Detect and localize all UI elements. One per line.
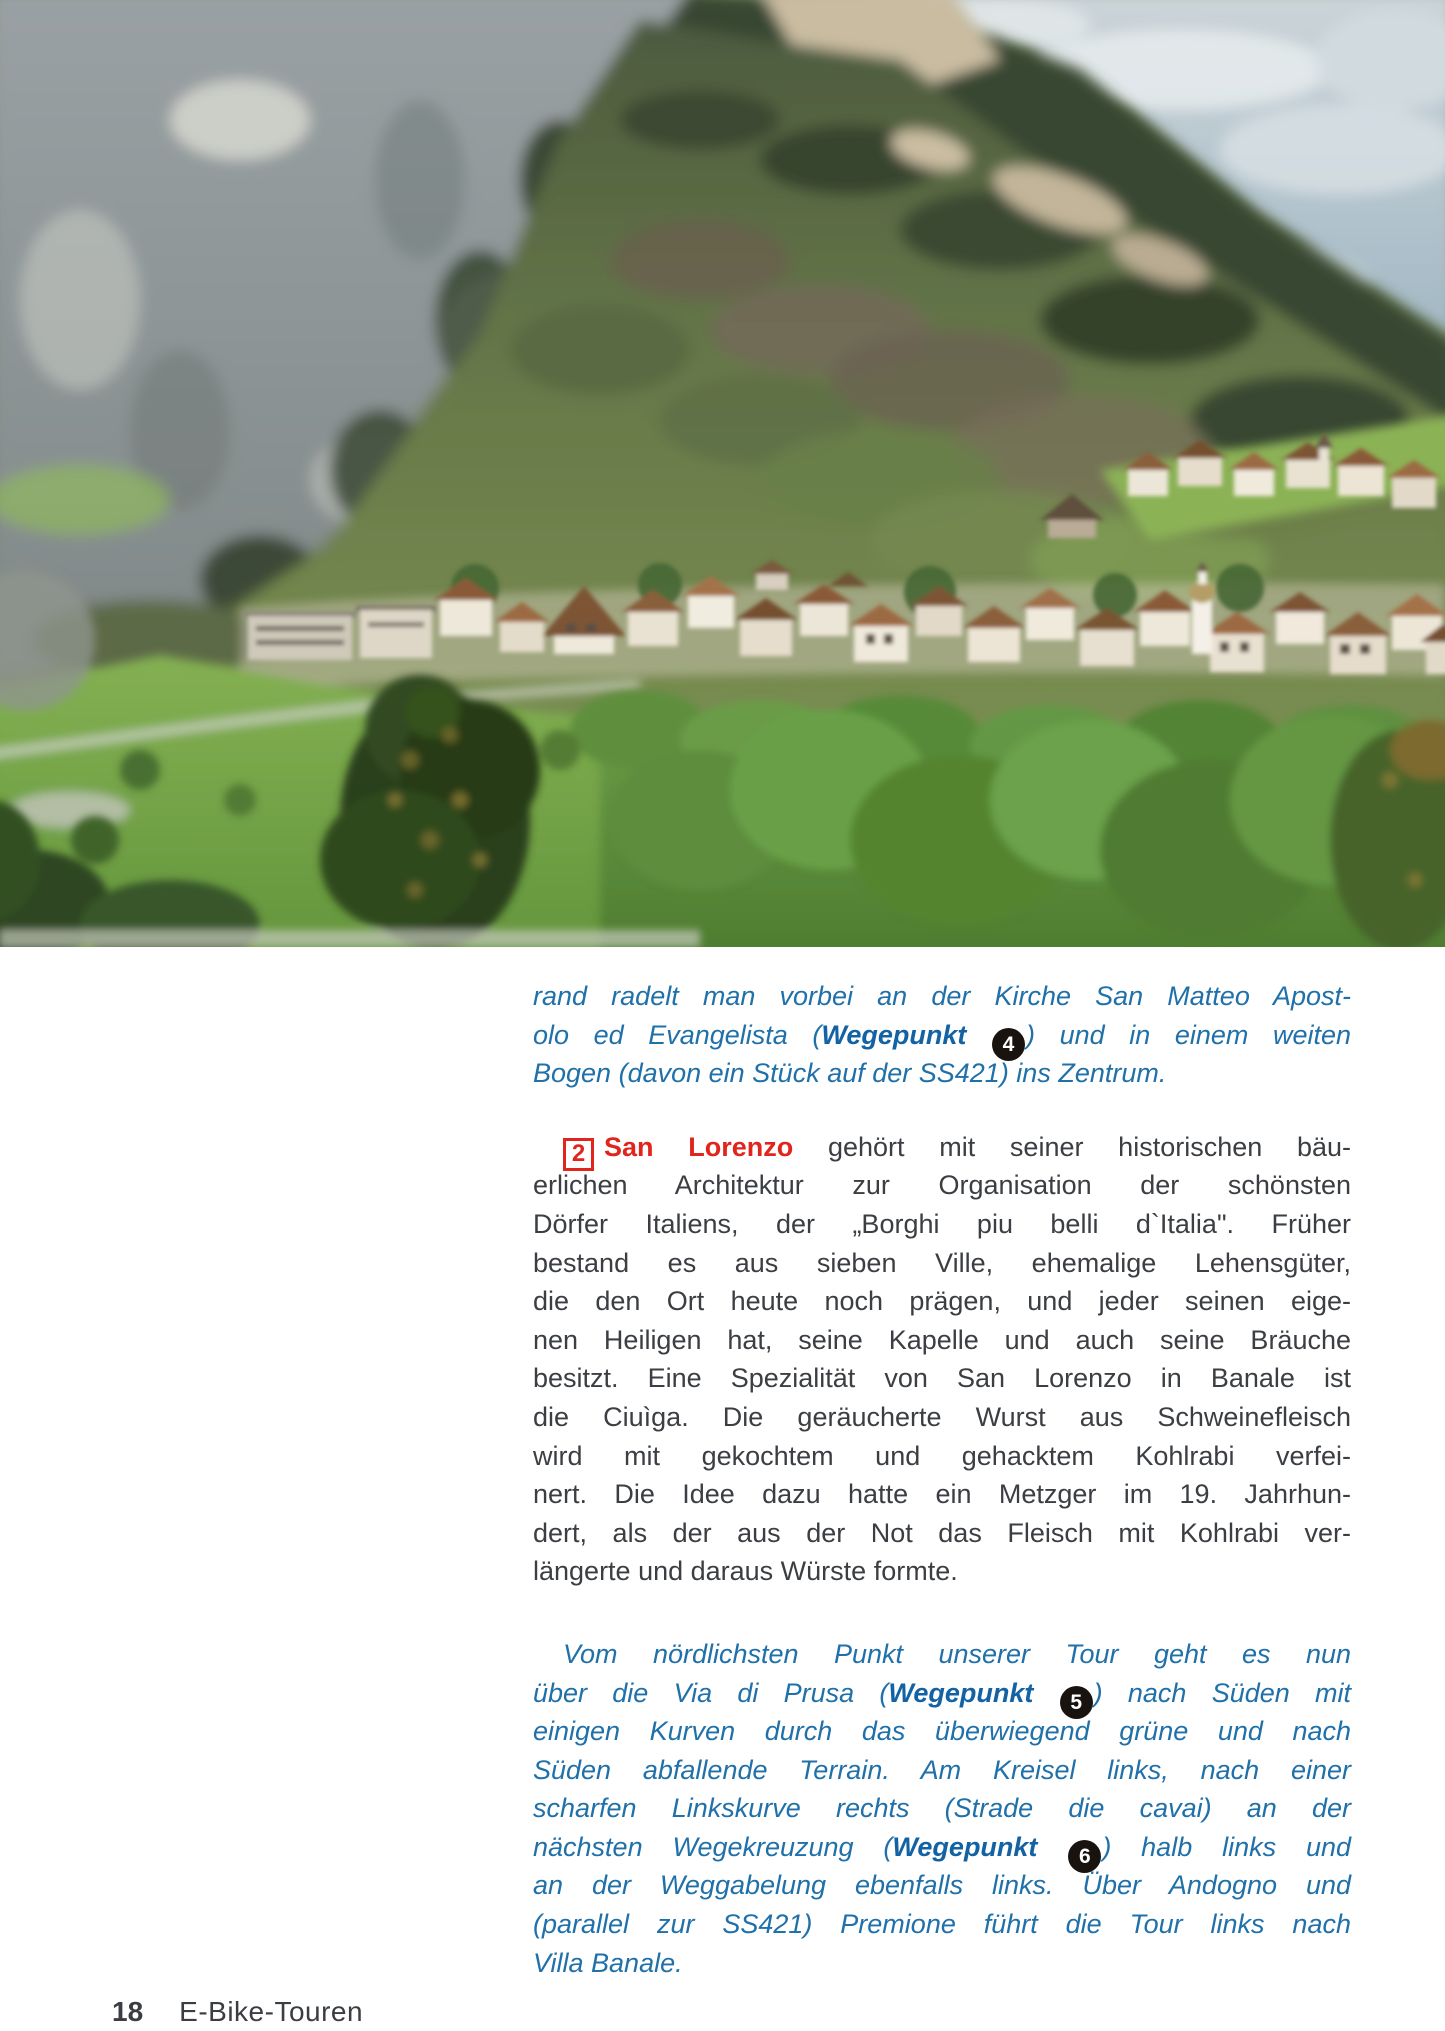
text-segment: Bogen (davon ein Stück auf der SS421) ins Zentrum.: [533, 1058, 1167, 1089]
text-segment: wird mit gekochtem und gehacktem Kohlrabi verfei-: [533, 1440, 1351, 1471]
text-segment: Dörfer Italiens, der „Borghi piu belli d`Italia". Früher: [533, 1208, 1351, 1239]
text-segment: [1033, 1678, 1058, 1708]
text-segment: (parallel zur SS421) Premione führt die Tour links nach: [533, 1909, 1351, 1940]
text-line: [533, 1635, 1351, 1674]
text-segment: olo ed Evangelista (: [533, 1019, 822, 1050]
poi-2-number-box: 2: [563, 1138, 594, 1171]
route-directions-paragraph: [533, 1635, 1351, 1982]
text-segment: längerte und daraus Würste formte.: [533, 1556, 958, 1587]
text-line: [533, 1552, 1351, 1591]
text-segment: einigen Kurven durch das überwiegend grüne und nach: [533, 1716, 1351, 1747]
text-line: [533, 1789, 1351, 1828]
text-line: [533, 1244, 1351, 1283]
text-line: [533, 1437, 1351, 1476]
text-line: [533, 1282, 1351, 1321]
text-segment-bold: Wegepunkt: [888, 1677, 1034, 1708]
page-footer: [112, 1996, 363, 2028]
text-segment: bestand es aus sieben Ville, ehemalige Lehensgüter,: [533, 1247, 1351, 1278]
text-line: [533, 1866, 1351, 1905]
text-segment: ) und in einem weiten: [1026, 1019, 1351, 1050]
text-segment: besitzt. Eine Spezialität von San Lorenzo in Banale ist: [533, 1363, 1351, 1394]
text-line: [533, 1321, 1351, 1360]
tour-photo: [0, 0, 1445, 947]
text-segment-red: San Lorenzo: [604, 1131, 828, 1162]
text-segment: ) nach Süden mit: [1093, 1677, 1351, 1708]
text-line: [533, 1205, 1351, 1244]
text-line: [533, 1475, 1351, 1514]
text-line: [533, 1751, 1351, 1790]
text-line: [533, 1944, 1351, 1983]
intro-continuation-paragraph: [533, 977, 1351, 1093]
text-line: [533, 1016, 1351, 1055]
text-segment: rand radelt man vorbei an der Kirche San Matteo Apost-: [533, 981, 1351, 1011]
text-segment: nert. Die Idee dazu hatte ein Metzger im 19. Jahrhun-: [533, 1479, 1351, 1510]
text-line: [533, 1166, 1351, 1205]
text-segment: [1037, 1832, 1067, 1862]
text-line: [533, 1905, 1351, 1944]
text-segment: [966, 1020, 991, 1050]
waypoint-6-badge: 6: [1068, 1840, 1101, 1873]
text-segment: ) halb links und: [1102, 1831, 1351, 1862]
text-column: [533, 947, 1351, 1982]
text-segment: nen Heiligen hat, seine Kapelle und auch seine Bräuche: [533, 1324, 1351, 1355]
text-segment: über die Via di Prusa (: [533, 1677, 889, 1708]
page-number: 18: [112, 1996, 144, 2027]
text-segment: nächsten Wegekreuzung (: [533, 1831, 893, 1862]
text-line: [533, 1398, 1351, 1437]
text-line: [533, 1359, 1351, 1398]
text-line: [533, 977, 1351, 1016]
text-line: [533, 1828, 1351, 1867]
text-segment: Vom nördlichsten Punkt unserer Tour geht es nun: [563, 1638, 1351, 1669]
text-line: [533, 1514, 1351, 1553]
text-segment: die den Ort heute noch prägen, und jeder seinen eige-: [533, 1286, 1351, 1317]
text-line: [533, 1054, 1351, 1093]
text-segment: Süden abfallende Terrain. Am Kreisel links, nach einer: [533, 1754, 1351, 1785]
waypoint-4-badge: 4: [992, 1028, 1025, 1061]
text-segment: dert, als der aus der Not das Fleisch mit Kohlrabi ver-: [533, 1517, 1351, 1548]
section-label: E-Bike-Touren: [179, 1996, 364, 2027]
waypoint-5-badge: 5: [1060, 1686, 1093, 1719]
text-segment: gehört mit seiner historischen bäu-: [827, 1131, 1352, 1162]
text-line: [533, 1128, 1351, 1167]
text-line: [533, 1674, 1351, 1713]
text-segment-bold: Wegepunkt: [821, 1019, 967, 1050]
text-segment: scharfen Linkskurve rechts (Strade die cavai) an der: [533, 1793, 1351, 1824]
text-segment: die Ciuìga. Die geräucherte Wurst aus Schweinefleisch: [533, 1401, 1351, 1432]
text-line: [533, 1712, 1351, 1751]
text-segment: Villa Banale.: [533, 1947, 683, 1978]
san-lorenzo-paragraph: [533, 1128, 1351, 1591]
text-segment: erlichen Architektur zur Organisation der schönsten: [533, 1170, 1351, 1201]
text-segment: an der Weggabelung ebenfalls links. Über Andogno und: [533, 1870, 1351, 1901]
text-segment-bold: Wegepunkt: [892, 1831, 1038, 1862]
